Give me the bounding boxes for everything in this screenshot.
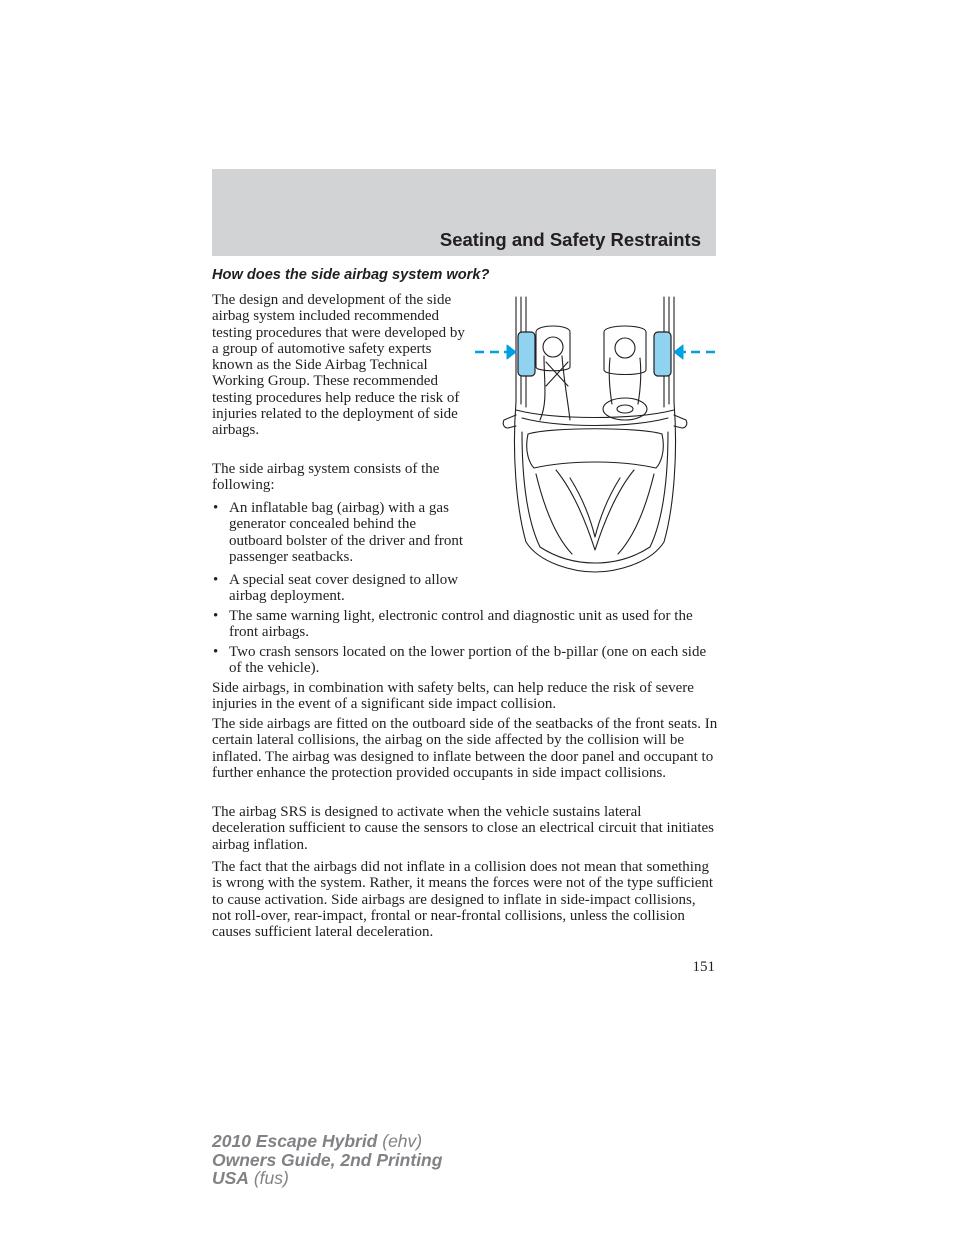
body-paragraph: The fact that the airbags did not inflate in a collision does not mean that something is wrong with the system. Rather, it means the forces were not of the type sufficient to cause activation. Side airbags are designed to inflate in side-impact collisions, not roll-over, rear-impact, frontal or near-frontal collisions, unless the collision causes sufficient lateral deceleration.: [212, 859, 714, 941]
section-header-band: [212, 169, 716, 256]
left-mirror: [503, 415, 516, 428]
component-list: [212, 608, 718, 641]
intro-paragraph: The side airbag system consists of the following:: [212, 461, 440, 494]
body-paragraph: The side airbags are fitted on the outboard side of the seatbacks of the front seats. In certain lateral collisions, the airbag on the side affected by the collision will be inflated. The airbag was designed to inflate between the door panel and occupant to further enhance the protection provided occupants in side impact collisions.: [212, 716, 718, 781]
list-item: • A special seat cover designed to allow airbag deployment.: [212, 572, 470, 605]
footer-market-code: (fus): [248, 1168, 289, 1188]
component-list: [212, 500, 470, 565]
right-mirror: [674, 415, 687, 428]
left-impact-arrow: [475, 345, 516, 359]
body-paragraph: Side airbags, in combination with safety belts, can help reduce the risk of severe injuries in the event of a significant side impact collision.: [212, 680, 694, 713]
footer-publication-info: [212, 1132, 442, 1188]
right-impact-arrow: [674, 345, 715, 359]
footer-market: USA: [212, 1168, 249, 1188]
footer-model: 2010 Escape Hybrid: [212, 1131, 378, 1151]
driver-head: [543, 337, 563, 357]
body-paragraph: The airbag SRS is designed to activate when the vehicle sustains lateral deceleration sufficient to cause the sensors to close an electrical circuit that initiates airbag inflation.: [212, 804, 715, 853]
footer-edition: Owners Guide, 2nd Printing: [212, 1149, 443, 1170]
list-item: • The same warning light, electronic control and diagnostic unit as used for the front airbags.: [212, 608, 718, 641]
side-airbag-illustration: [470, 292, 720, 576]
section-title: Seating and Safety Restraints: [439, 229, 701, 250]
intro-paragraph: The design and development of the side airbag system included recommended testing procedures that were developed by a group of automotive safety experts known as the Side Airbag Technical Working Group. These recommended testing procedures help reduce the risk of injuries related to the deployment of side airbags.: [212, 292, 465, 439]
passenger-head: [615, 338, 635, 358]
passenger-seat: [604, 326, 646, 375]
page-number: 151: [692, 959, 715, 975]
subheading: How does the side airbag system work?: [212, 267, 490, 283]
right-side-airbag: [654, 332, 671, 376]
left-side-airbag: [518, 332, 535, 376]
windshield: [527, 429, 664, 468]
list-item: • An inflatable bag (airbag) with a gas generator concealed behind the outboard bolster of the driver and front passenger seatbacks.: [212, 500, 470, 565]
component-list: [212, 572, 470, 605]
driver-seat: [536, 326, 570, 371]
footer-model-code: (ehv): [377, 1131, 423, 1151]
list-item: • Two crash sensors located on the lower portion of the b-pillar (one on each side of the vehicle).: [212, 644, 718, 677]
car-body-outline: [514, 402, 675, 572]
component-list: [212, 644, 718, 677]
